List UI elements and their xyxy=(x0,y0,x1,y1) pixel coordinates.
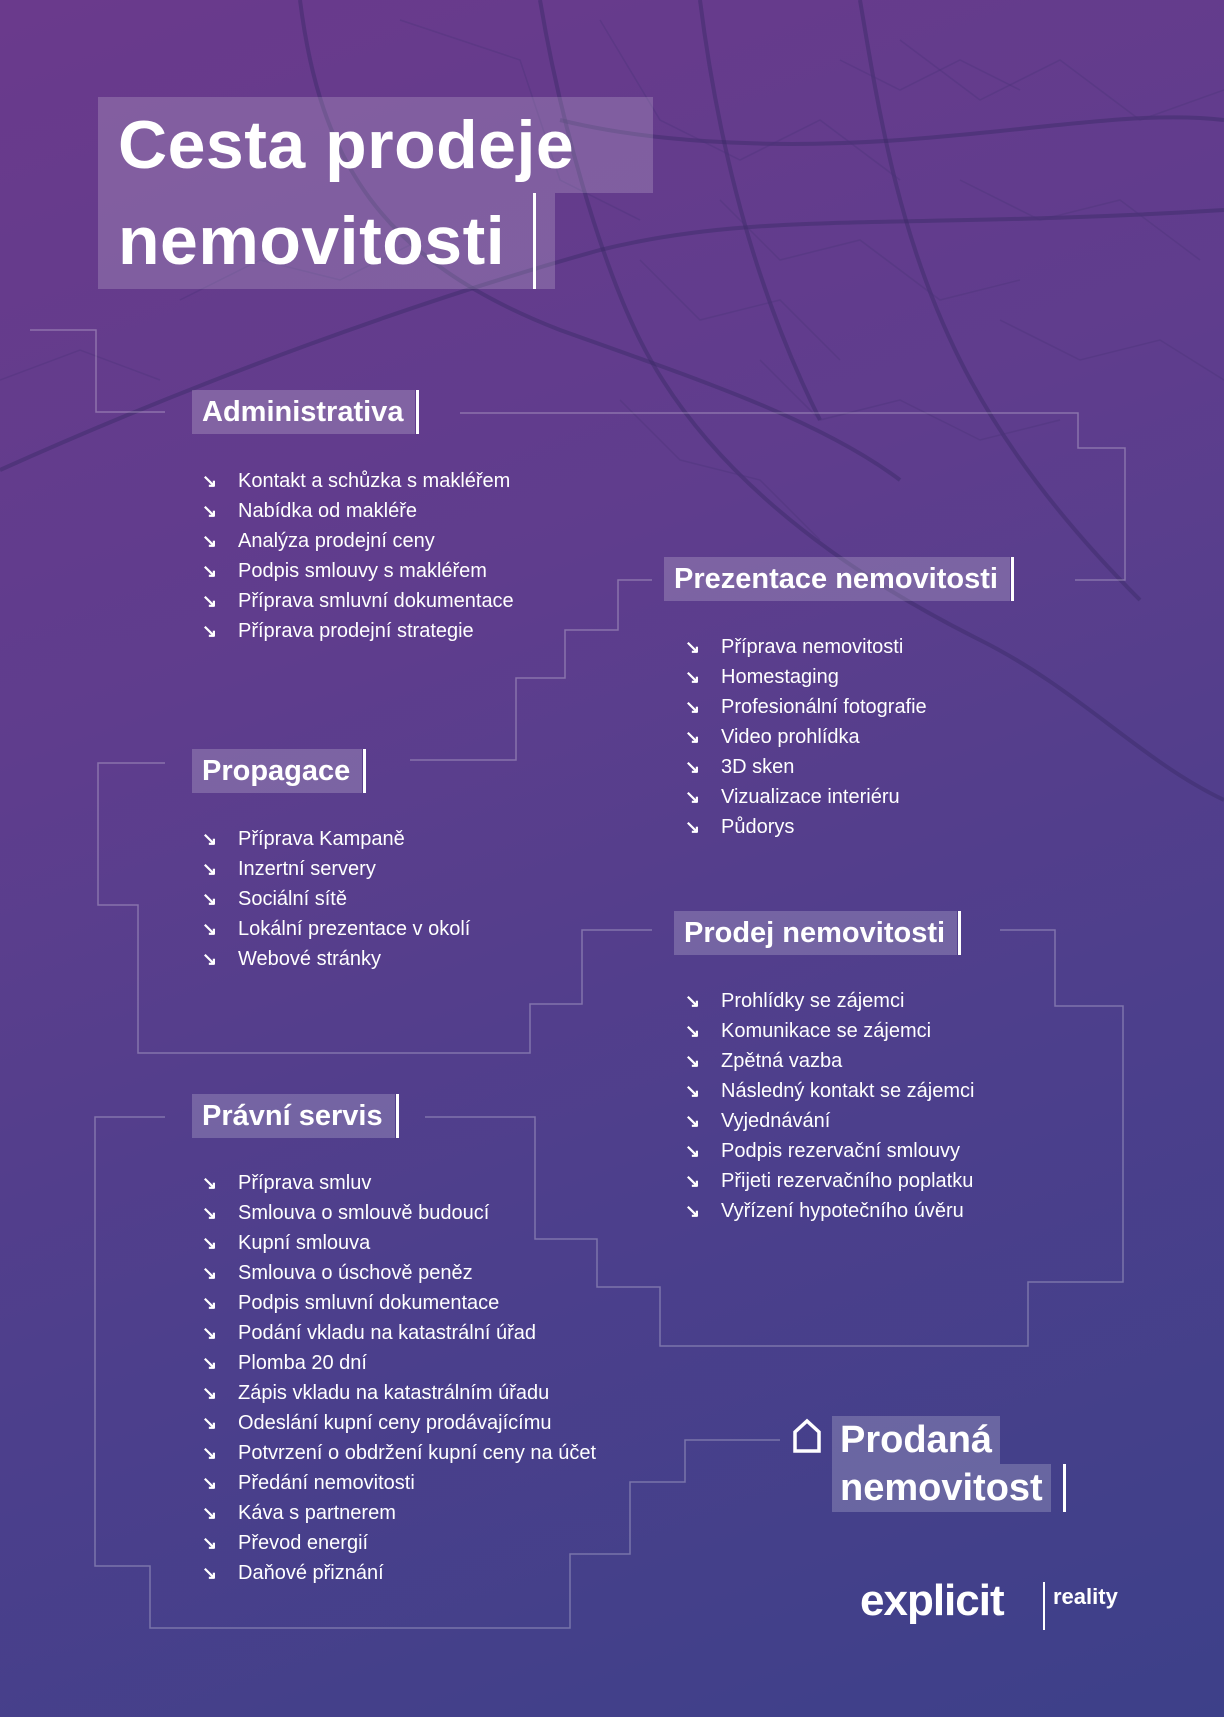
logo-tag: reality xyxy=(1053,1584,1118,1609)
list-item-label: Předání nemovitosti xyxy=(238,1472,415,1494)
arrow-icon: ↘ xyxy=(202,1533,218,1553)
list-item xyxy=(202,944,470,974)
list-item-label: Smlouva o úschově peněz xyxy=(238,1262,473,1284)
list-item xyxy=(202,556,514,586)
logo-divider xyxy=(1043,1582,1045,1630)
arrow-icon: ↘ xyxy=(202,829,218,849)
list-item xyxy=(202,526,514,556)
list-item xyxy=(202,1348,596,1378)
list-item xyxy=(202,1468,596,1498)
list-item-label: Homestaging xyxy=(721,666,839,688)
list-item xyxy=(202,884,470,914)
list-item-label: Potvrzení o obdržení kupní ceny na účet xyxy=(238,1442,596,1464)
arrow-icon: ↘ xyxy=(202,621,218,641)
list-item xyxy=(202,1558,596,1588)
list-propagace xyxy=(202,824,470,974)
list-item xyxy=(202,616,514,646)
list-item xyxy=(202,914,470,944)
list-item-label: Plomba 20 dní xyxy=(238,1352,367,1374)
list-item xyxy=(202,1378,596,1408)
arrow-icon: ↘ xyxy=(202,1263,218,1283)
arrow-icon: ↘ xyxy=(685,1021,701,1041)
arrow-icon: ↘ xyxy=(685,1051,701,1071)
list-item-label: Profesionální fotografie xyxy=(721,696,927,718)
list-item-label: Video prohlídka xyxy=(721,726,860,748)
list-item xyxy=(685,782,927,812)
list-item-label: Převod energií xyxy=(238,1532,369,1554)
brand-logo xyxy=(860,1576,1004,1626)
page-title-line-2: nemovitosti xyxy=(98,193,555,289)
list-item xyxy=(202,1498,596,1528)
list-item xyxy=(685,1136,974,1166)
list-item-label: Kontakt a schůzka s makléřem xyxy=(238,470,511,492)
list-item xyxy=(202,1408,596,1438)
logo-word: explicit xyxy=(860,1576,1004,1625)
list-item xyxy=(685,1046,974,1076)
list-item xyxy=(202,854,470,884)
arrow-icon: ↘ xyxy=(685,1171,701,1191)
arrow-icon: ↘ xyxy=(202,859,218,879)
list-item-label: Zpětná vazba xyxy=(721,1050,843,1072)
arrow-icon: ↘ xyxy=(202,1563,218,1583)
list-item-label: Daňové přiznání xyxy=(238,1562,384,1584)
list-item xyxy=(202,1198,596,1228)
list-item xyxy=(202,1258,596,1288)
list-item-label: Smlouva o smlouvě budoucí xyxy=(238,1202,490,1224)
arrow-icon: ↘ xyxy=(685,757,701,777)
list-item-label: Podpis rezervační smlouvy xyxy=(721,1140,960,1162)
list-item xyxy=(685,812,927,842)
page-title-line-1: Cesta prodeje xyxy=(98,97,653,193)
arrow-icon: ↘ xyxy=(202,531,218,551)
arrow-icon: ↘ xyxy=(685,1201,701,1221)
arrow-icon: ↘ xyxy=(202,889,218,909)
list-item-label: Vyřízení hypotečního úvěru xyxy=(721,1200,964,1222)
arrow-icon: ↘ xyxy=(202,1323,218,1343)
list-item-label: Příprava smluvní dokumentace xyxy=(238,590,514,612)
list-item xyxy=(685,692,927,722)
list-item-label: Kupní smlouva xyxy=(238,1232,371,1254)
arrow-icon: ↘ xyxy=(685,697,701,717)
arrow-icon: ↘ xyxy=(202,1383,218,1403)
list-item xyxy=(685,1196,974,1226)
arrow-icon: ↘ xyxy=(685,817,701,837)
list-item-label: Příprava prodejní strategie xyxy=(238,620,474,642)
list-item xyxy=(685,752,927,782)
list-item-label: Analýza prodejní ceny xyxy=(238,530,435,552)
arrow-icon: ↘ xyxy=(685,637,701,657)
sold-accent-bar xyxy=(1063,1464,1066,1512)
list-item-label: Podání vkladu na katastrální úřad xyxy=(238,1322,536,1344)
section-heading-administrativa: Administrativa xyxy=(192,390,415,434)
arrow-icon: ↘ xyxy=(685,667,701,687)
arrow-icon: ↘ xyxy=(202,919,218,939)
arrow-icon: ↘ xyxy=(202,1473,218,1493)
arrow-icon: ↘ xyxy=(685,1111,701,1131)
arrow-icon: ↘ xyxy=(202,1443,218,1463)
list-item xyxy=(685,1016,974,1046)
list-item xyxy=(685,1076,974,1106)
list-item xyxy=(202,1528,596,1558)
list-item-label: Půdorys xyxy=(721,816,795,838)
arrow-icon: ↘ xyxy=(202,1293,218,1313)
list-item xyxy=(685,1106,974,1136)
arrow-icon: ↘ xyxy=(685,1141,701,1161)
list-item xyxy=(202,586,514,616)
list-item-label: Následný kontakt se zájemci xyxy=(721,1080,975,1102)
list-item-label: Příprava smluv xyxy=(238,1172,372,1194)
sold-label-line-2: nemovitost xyxy=(832,1464,1051,1512)
list-item-label: 3D sken xyxy=(721,756,795,778)
list-item-label: Komunikace se zájemci xyxy=(721,1020,932,1042)
list-item-label: Vizualizace interiéru xyxy=(721,786,900,808)
list-item-label: Webové stránky xyxy=(238,948,382,970)
list-item-label: Nabídka od makléře xyxy=(238,500,417,522)
list-item-label: Podpis smluvní dokumentace xyxy=(238,1292,500,1314)
list-item-label: Káva s partnerem xyxy=(238,1502,396,1524)
arrow-icon: ↘ xyxy=(202,471,218,491)
arrow-icon: ↘ xyxy=(202,501,218,521)
arrow-icon: ↘ xyxy=(202,561,218,581)
arrow-icon: ↘ xyxy=(685,991,701,1011)
list-item-label: Prohlídky se zájemci xyxy=(721,990,905,1012)
list-item xyxy=(202,466,514,496)
arrow-icon: ↘ xyxy=(202,1173,218,1193)
list-item-label: Přijeti rezervačního poplatku xyxy=(721,1170,974,1192)
list-item xyxy=(685,632,927,662)
house-icon xyxy=(792,1418,822,1454)
list-item xyxy=(685,662,927,692)
arrow-icon: ↘ xyxy=(202,1413,218,1433)
list-pravni-servis xyxy=(202,1168,596,1588)
arrow-icon: ↘ xyxy=(202,591,218,611)
arrow-icon: ↘ xyxy=(202,1203,218,1223)
sold-label-line-1: Prodaná xyxy=(832,1416,1000,1464)
arrow-icon: ↘ xyxy=(685,1081,701,1101)
list-item xyxy=(202,1168,596,1198)
list-prezentace xyxy=(685,632,927,842)
list-item xyxy=(685,1166,974,1196)
list-item-label: Příprava Kampaně xyxy=(238,828,405,850)
list-item xyxy=(685,722,927,752)
list-item-label: Sociální sítě xyxy=(238,888,347,910)
arrow-icon: ↘ xyxy=(202,1353,218,1373)
section-heading-prodej: Prodej nemovitosti xyxy=(674,911,957,955)
title-accent-bar xyxy=(533,193,536,289)
list-item-label: Podpis smlouvy s makléřem xyxy=(238,560,487,582)
list-item xyxy=(685,986,974,1016)
section-heading-propagace: Propagace xyxy=(192,749,362,793)
arrow-icon: ↘ xyxy=(202,1503,218,1523)
list-item xyxy=(202,1228,596,1258)
list-item-label: Příprava nemovitosti xyxy=(721,636,904,658)
list-item-label: Lokální prezentace v okolí xyxy=(238,918,471,940)
list-item xyxy=(202,496,514,526)
list-item xyxy=(202,1438,596,1468)
list-item xyxy=(202,1318,596,1348)
list-item xyxy=(202,824,470,854)
list-prodej xyxy=(685,986,974,1226)
list-item-label: Zápis vkladu na katastrálním úřadu xyxy=(238,1382,550,1404)
arrow-icon: ↘ xyxy=(685,787,701,807)
list-item-label: Inzertní servery xyxy=(238,858,376,880)
list-administrativa xyxy=(202,466,514,646)
arrow-icon: ↘ xyxy=(202,949,218,969)
section-heading-prezentace: Prezentace nemovitosti xyxy=(664,557,1010,601)
arrow-icon: ↘ xyxy=(202,1233,218,1253)
list-item xyxy=(202,1288,596,1318)
list-item-label: Odeslání kupní ceny prodávajícímu xyxy=(238,1412,552,1434)
section-heading-pravni-servis: Právní servis xyxy=(192,1094,395,1138)
arrow-icon: ↘ xyxy=(685,727,701,747)
list-item-label: Vyjednávání xyxy=(721,1110,831,1132)
